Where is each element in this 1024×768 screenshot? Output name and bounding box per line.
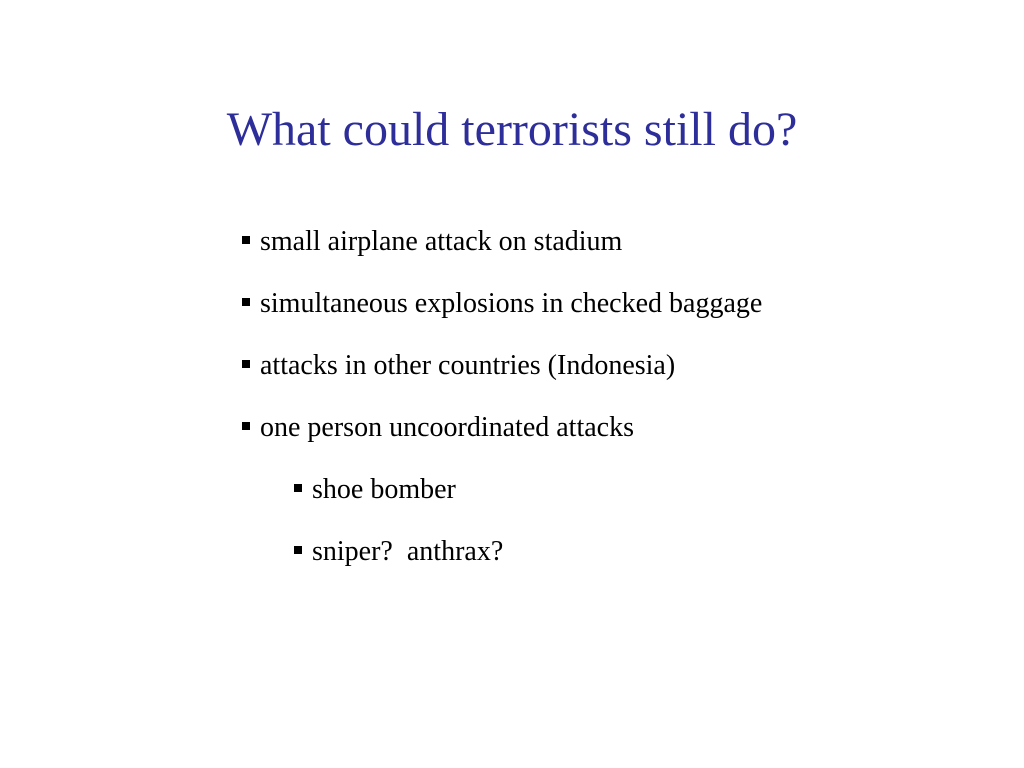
bullet-text: shoe bomber (312, 474, 456, 505)
square-bullet-icon (242, 298, 250, 306)
bullet-item (242, 220, 622, 264)
square-bullet-icon (294, 546, 302, 554)
square-bullet-icon (242, 360, 250, 368)
bullet-item (242, 282, 762, 326)
square-bullet-icon (294, 484, 302, 492)
bullet-item (242, 406, 634, 450)
sub-bullet-item (294, 468, 456, 512)
bullet-text: small airplane attack on stadium (260, 226, 623, 257)
sub-bullet-item (294, 530, 503, 574)
bullet-text: one person uncoordinated attacks (260, 412, 634, 443)
bullet-text: sniper? anthrax? (312, 536, 504, 567)
bullet-text: simultaneous explosions in checked baggage (260, 288, 763, 319)
slide-title: What could terrorists still do? (226, 103, 798, 156)
bullet-item (242, 344, 675, 388)
square-bullet-icon (242, 422, 250, 430)
bullet-text: attacks in other countries (Indonesia) (260, 350, 676, 381)
square-bullet-icon (242, 236, 250, 244)
